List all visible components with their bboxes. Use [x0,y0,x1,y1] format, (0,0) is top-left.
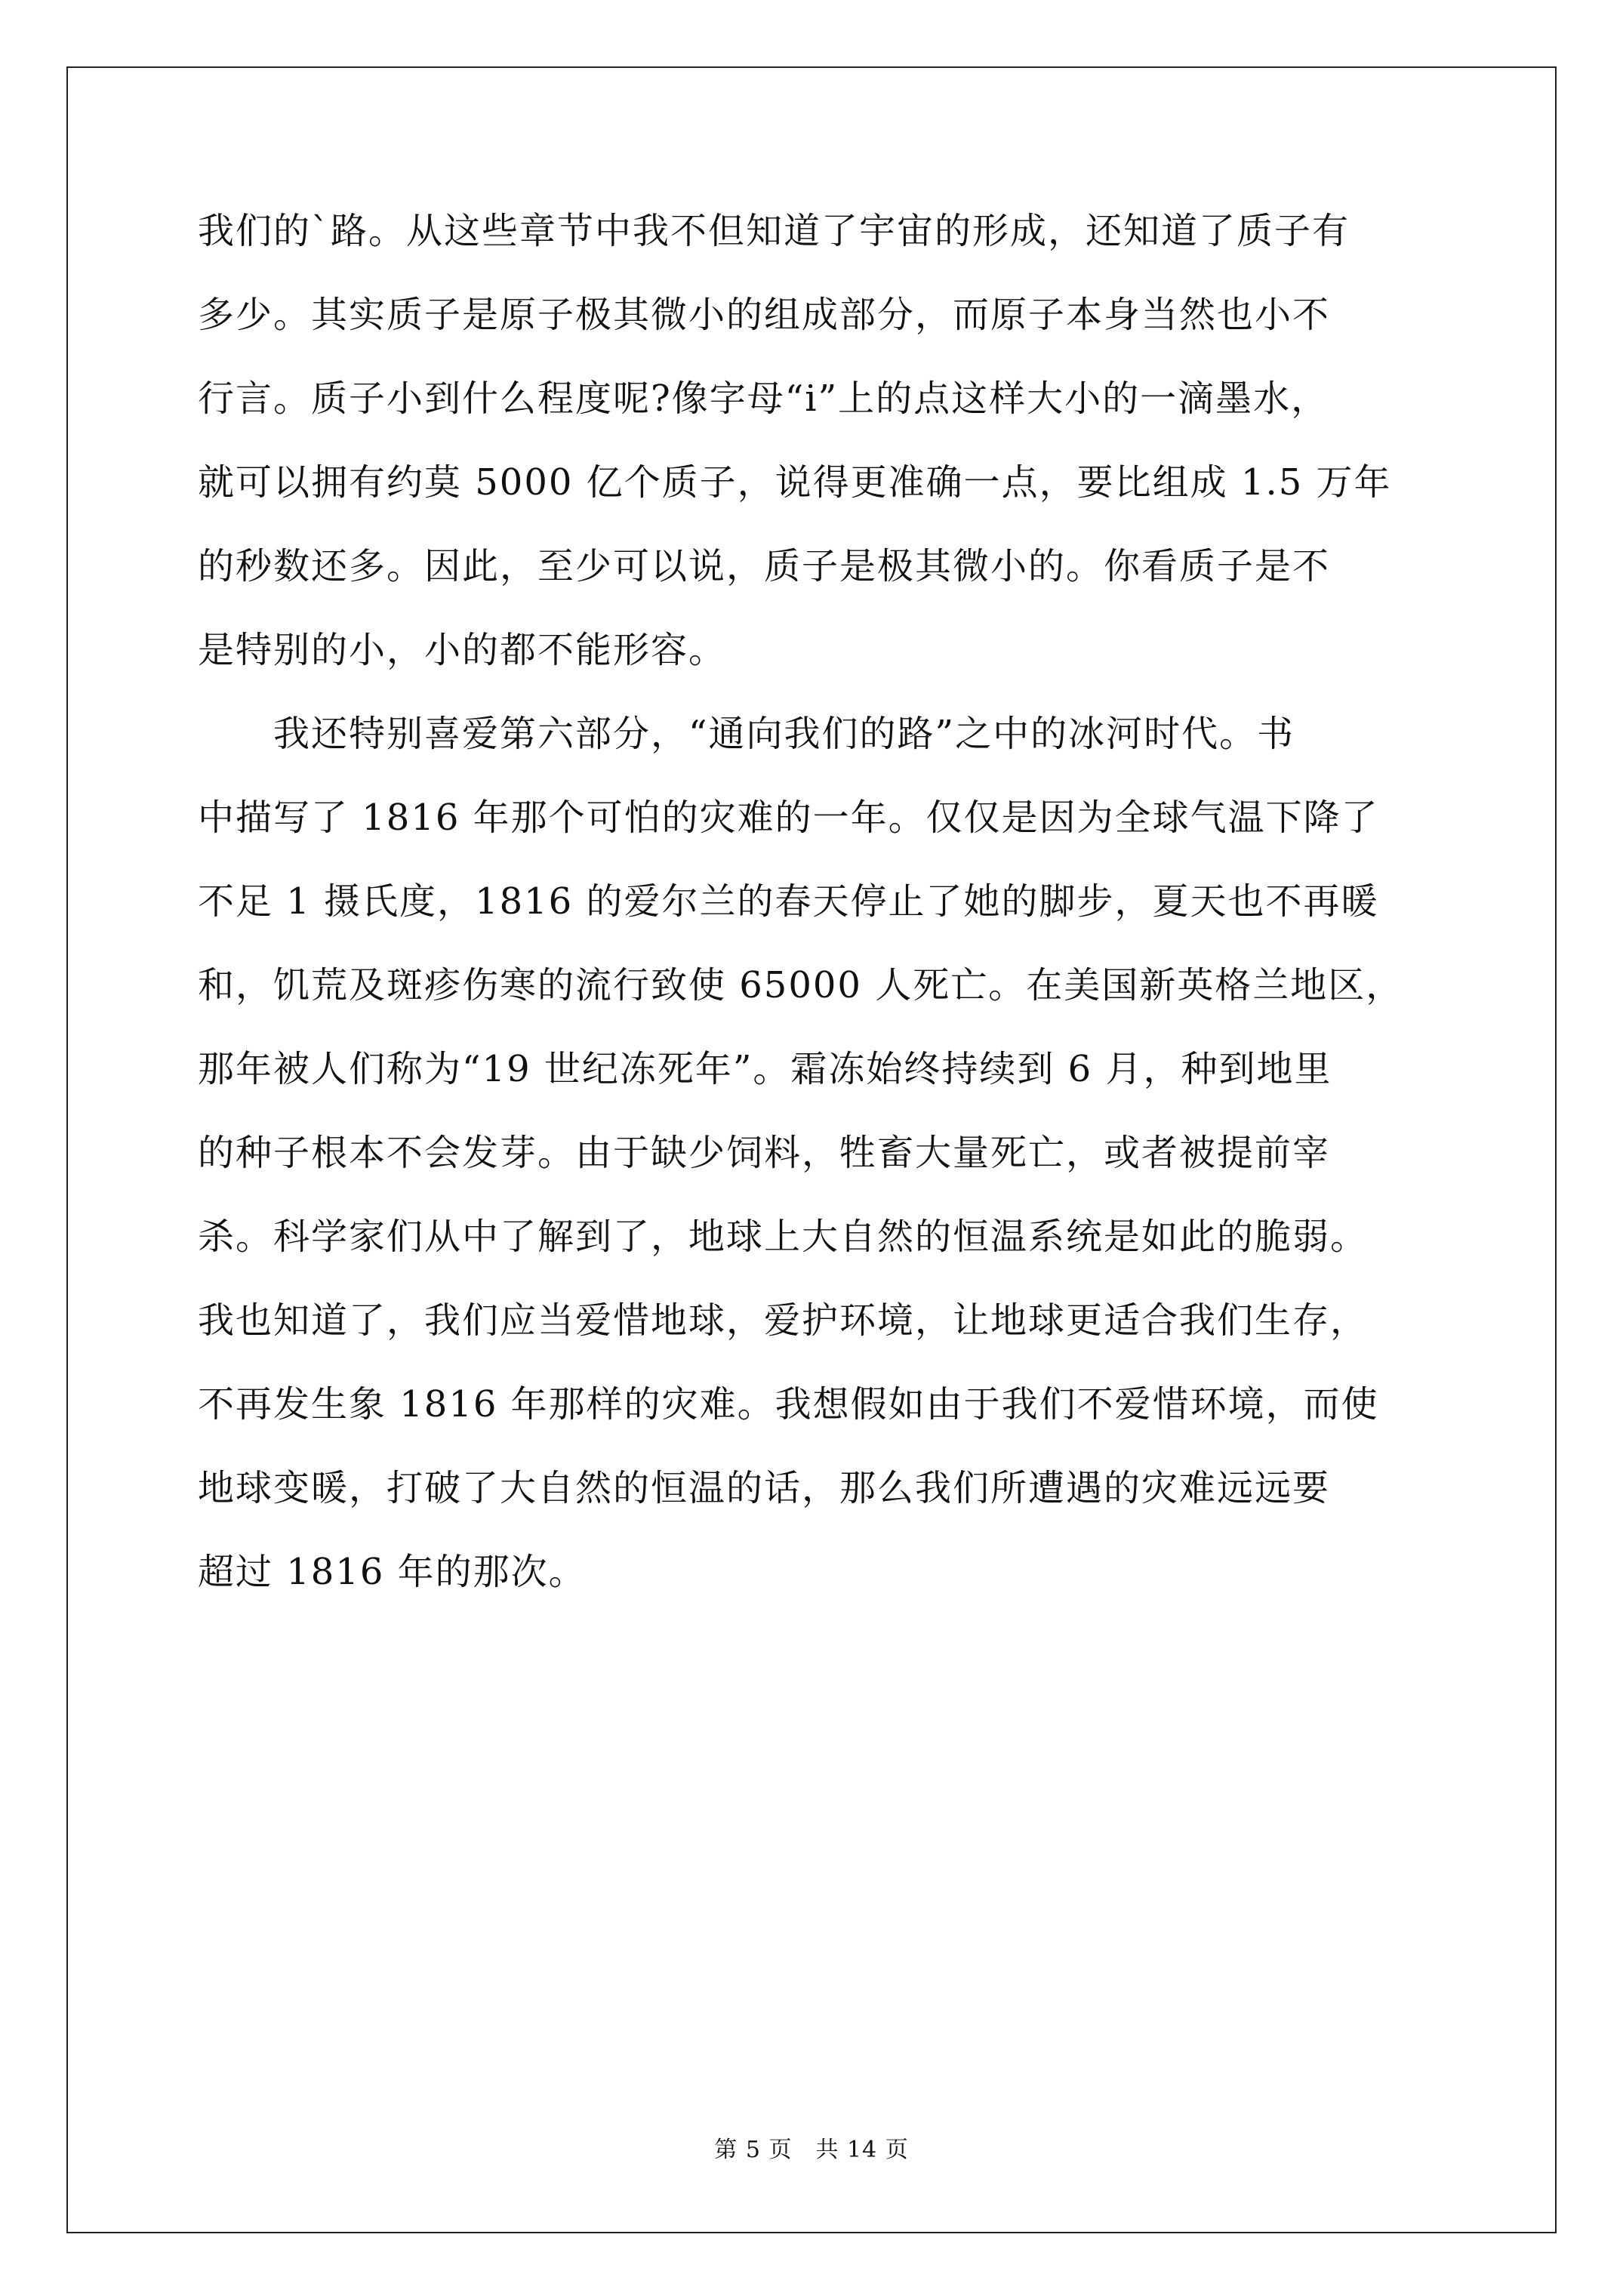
text-line: 地球变暖，打破了大自然的恒温的话，那么我们所遭遇的灾难远远要 [198,1467,1331,1509]
text-line: 那年被人们称为“19 世纪冻死年”。霜冻始终持续到 6 月，种到地里 [198,1048,1332,1090]
text-line: 的秒数还多。因此，至少可以说，质子是极其微小的。你看质子是不 [198,545,1331,587]
text-line: 和，饥荒及斑疹伤寒的流行致使 65000 人死亡。在美国新英格兰地区， [198,964,1404,1006]
text-line: 的种子根本不会发芽。由于缺少饲料，牲畜大量死亡，或者被提前宰 [198,1132,1331,1174]
text-line: 中描写了 1816 年那个可怕的灾难的一年。仅仅是因为全球气温下降了 [198,797,1379,839]
text-line: 我们的`路。从这些章节中我不但知道了宇宙的形成，还知道了质子有 [198,210,1350,252]
text-line: 杀。科学家们从中了解到了，地球上大自然的恒温系统是如此的脆弱。 [198,1216,1369,1258]
text-line: 是特别的小，小的都不能形容。 [198,629,727,671]
text-line: 我还特别喜爱第六部分，“通向我们的路”之中的冰河时代。书 [198,713,1295,755]
page-number-footer: 第 5 页 共 14 页 [714,2137,909,2163]
text-line: 不足 1 摄氏度，1816 的爱尔兰的春天停止了她的脚步，夏天也不再暖 [198,880,1379,923]
text-line: 就可以拥有约莫 5000 亿个质子，说得更准确一点，要比组成 1.5 万年 [198,461,1392,504]
text-line: 行言。质子小到什么程度呢?像字母“i”上的点这样大小的一滴墨水， [198,378,1329,420]
text-line: 多少。其实质子是原子极其微小的组成部分，而原子本身当然也小不 [198,294,1331,336]
text-line: 超过 1816 年的那次。 [198,1551,587,1593]
text-line: 我也知道了，我们应当爱惜地球，爱护环境，让地球更适合我们生存， [198,1299,1369,1342]
text-line: 不再发生象 1816 年那样的灾难。我想假如由于我们不爱惜环境，而使 [198,1383,1379,1425]
